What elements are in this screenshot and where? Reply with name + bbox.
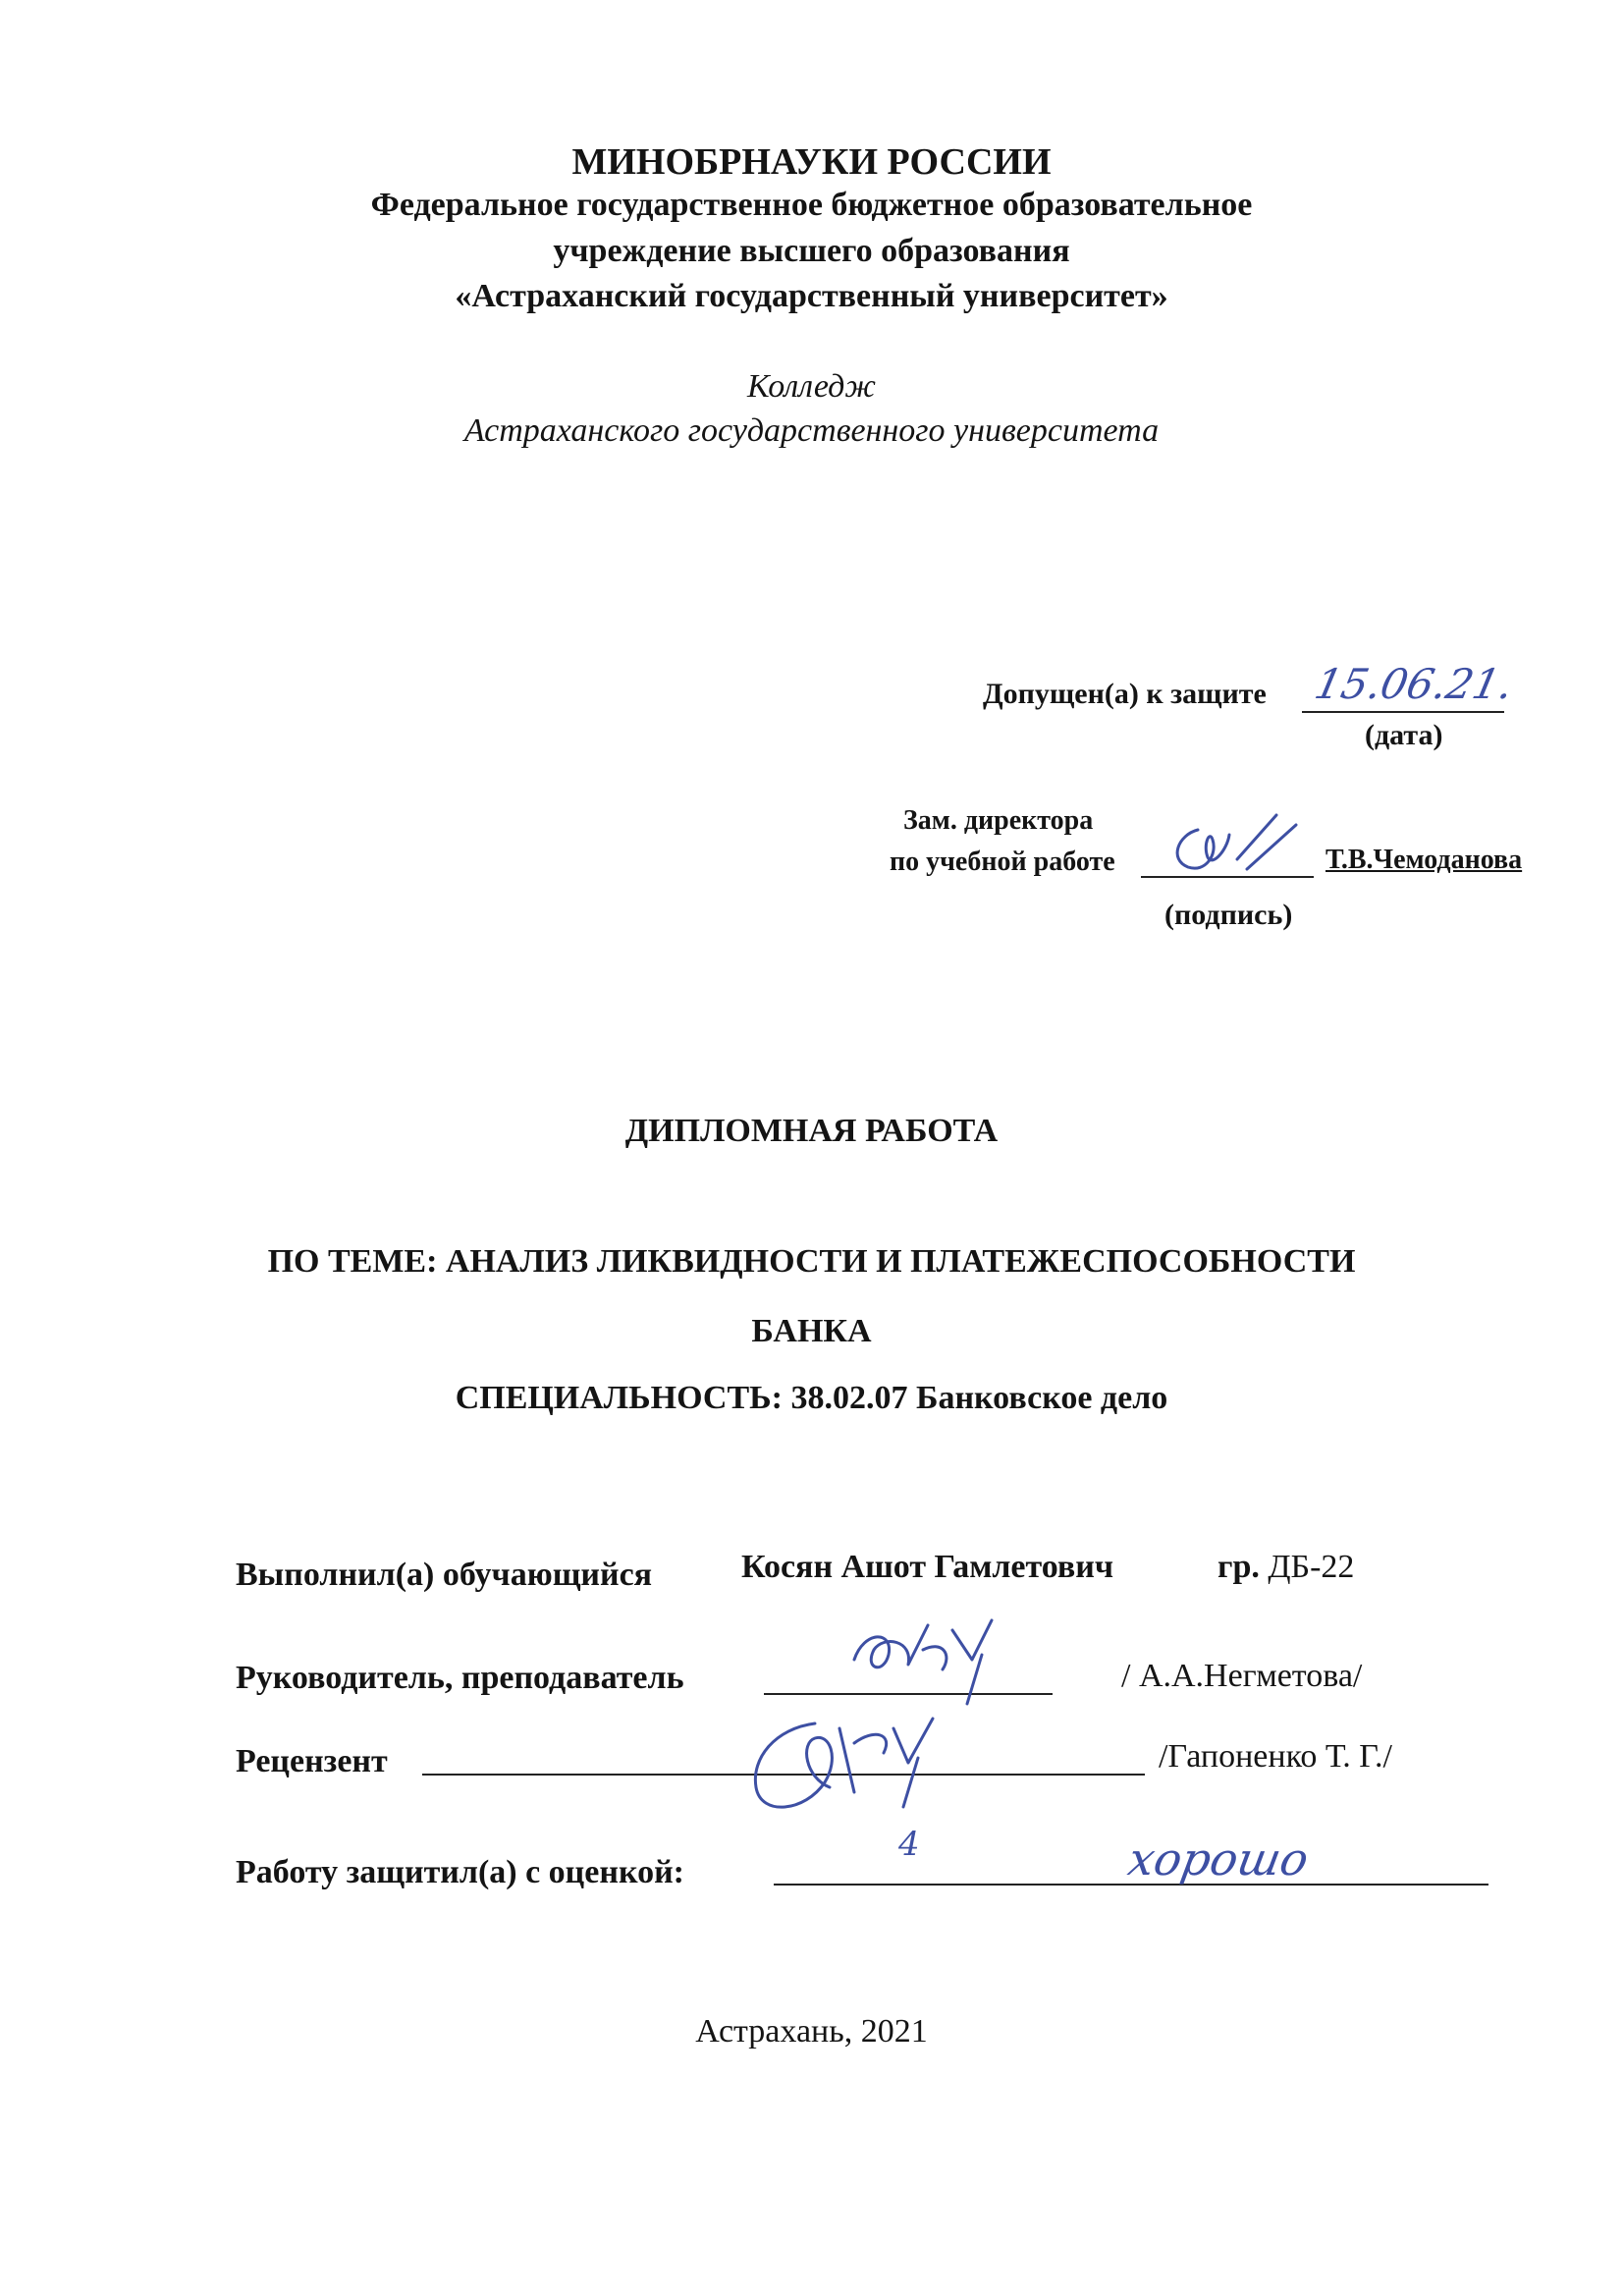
work-type-title: ДИПЛОМНАЯ РАБОТА: [624, 1113, 999, 1149]
grade-label: Работу защитил(а) с оценкой:: [236, 1854, 685, 1890]
reviewer-signature-scribble: [746, 1699, 943, 1827]
deputy-name: Т.В.Чемоданова: [1325, 845, 1523, 875]
city-year: Астрахань, 2021: [695, 2013, 928, 2050]
signature-caption: (подпись): [1164, 899, 1293, 931]
admitted-date: 15.06.21.: [1310, 660, 1518, 708]
topic-line-2: БАНКА: [751, 1313, 872, 1349]
org-line-3: «Астраханский государственный университет»: [455, 278, 1168, 314]
reviewer-label: Рецензент: [236, 1743, 388, 1779]
topic-line-1: ПО ТЕМЕ: АНАЛИЗ ЛИКВИДНОСТИ И ПЛАТЕЖЕСПОСОБНОСТИ: [267, 1243, 1356, 1280]
student-name: Косян Ашот Гамлетович: [741, 1549, 1114, 1585]
specialty-name: Банковское дело: [915, 1380, 1168, 1416]
supervisor-signature-scribble: [835, 1611, 1011, 1709]
org-line-1: Федеральное государственное бюджетное образовательное: [370, 187, 1253, 223]
deputy-signature-scribble: [1159, 800, 1316, 879]
specialty-line: [0, 1380, 1623, 1417]
admitted-label: Допущен(а) к защите: [983, 678, 1267, 710]
college-line-2: Астраханского государственного университета: [463, 412, 1160, 449]
reviewer-name: /Гапоненко Т. Г./: [1159, 1738, 1392, 1775]
group-label: гр.: [1217, 1549, 1260, 1585]
org-line-2: учреждение высшего образования: [553, 233, 1070, 269]
student-group: [1217, 1549, 1354, 1586]
date-underline: [1302, 711, 1504, 713]
deputy-title-line-1: Зам. директора: [903, 805, 1094, 836]
group-value: ДБ-22: [1268, 1549, 1355, 1585]
grade-word: хорошо: [1124, 1832, 1313, 1886]
college-line-1: Колледж: [746, 368, 876, 405]
supervisor-name: / А.А.Негметова/: [1121, 1658, 1363, 1694]
date-caption: (дата): [1365, 719, 1443, 751]
ministry-heading: МИНОБРНАУКИ РОССИИ: [571, 141, 1052, 183]
student-label: Выполнил(а) обучающийся: [236, 1557, 653, 1593]
grade-number: 4: [898, 1825, 920, 1864]
specialty-label: СПЕЦИАЛЬНОСТЬ: 38.02.07: [455, 1380, 908, 1416]
deputy-title-line-2: по учебной работе: [890, 847, 1115, 877]
supervisor-label: Руководитель, преподаватель: [236, 1660, 684, 1696]
